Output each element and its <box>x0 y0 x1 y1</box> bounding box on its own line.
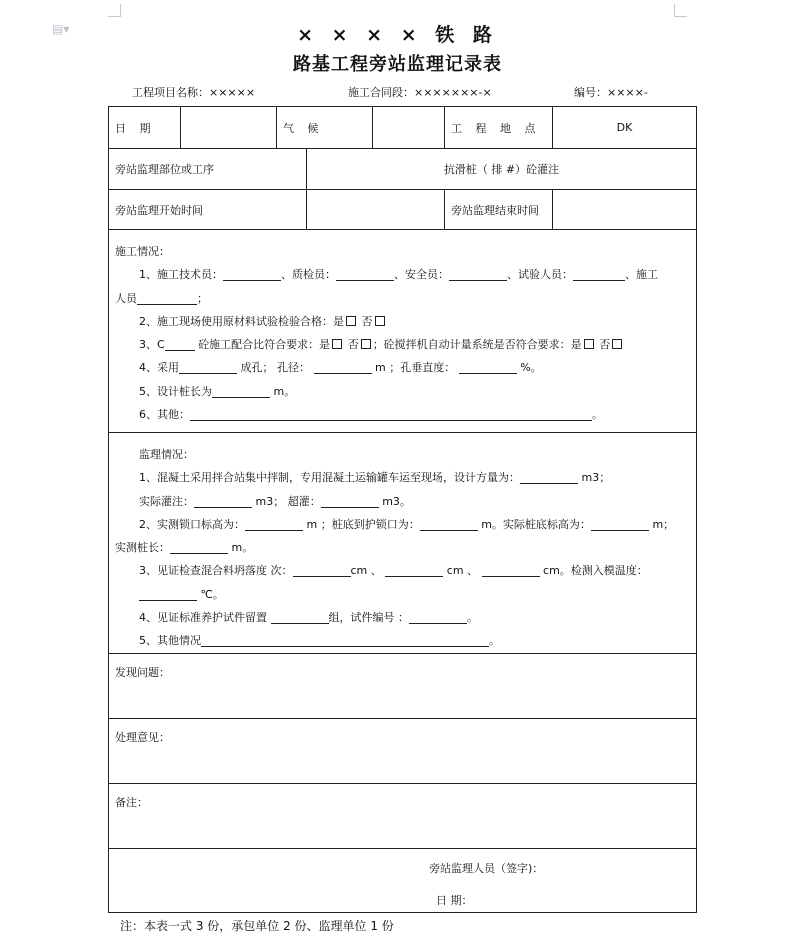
quality-inspector-field[interactable] <box>336 266 394 281</box>
signature-date-label: 日 期： <box>436 893 473 907</box>
signature-section[interactable] <box>109 848 697 912</box>
construction-line-6: 5、设计桩长为 m。 <box>139 384 296 398</box>
project-name: 工程项目名称：××××× <box>132 86 256 99</box>
safety-officer-field[interactable] <box>449 266 507 281</box>
supervision-other-field[interactable] <box>201 632 489 647</box>
design-pile-length-field[interactable] <box>212 383 270 398</box>
bottom-elevation-field[interactable] <box>591 516 649 531</box>
actual-pour-field[interactable] <box>194 493 252 508</box>
supervision-line-5: 3、见证检查混合料坍落度 次： cm 、 cm 、 cm。检测入模温度： <box>139 564 648 578</box>
construction-other-field[interactable] <box>190 406 592 421</box>
concrete-grade-field[interactable] <box>165 336 195 351</box>
design-volume-field[interactable] <box>520 469 578 484</box>
over-pour-field[interactable] <box>321 493 379 508</box>
material-pass-no-checkbox[interactable] <box>375 316 385 326</box>
supervision-line-6: ℃。 <box>115 583 690 606</box>
location-value[interactable]: DK <box>553 107 697 149</box>
issues-section[interactable] <box>109 653 697 718</box>
construction-line-3: 2、施工现场使用原材料试验检验合格：是 否 <box>115 310 690 333</box>
slump-1-field[interactable] <box>293 562 351 577</box>
supervision-line-3: 2、实测锁口标高为： m ；桩底到护锁口为： m。实际桩底标高为： m； <box>139 517 675 531</box>
mix-ratio-no-checkbox[interactable] <box>361 339 371 349</box>
opinion-label: 处理意见： <box>115 730 170 744</box>
supervision-record-table <box>108 106 697 913</box>
test-staff-field[interactable] <box>573 266 625 281</box>
verticality-field[interactable] <box>459 359 517 374</box>
end-time-value[interactable] <box>553 190 697 230</box>
construction-line-7: 6、其他： 。 <box>139 408 603 422</box>
issues-label: 发现问题： <box>115 665 170 679</box>
document-title-form: 路基工程旁站监理记录表 <box>293 54 502 75</box>
metering-yes-checkbox[interactable] <box>584 339 594 349</box>
construction-line-2: 人员 ； <box>115 291 208 305</box>
footnote: 注：本表一式 3 份，承包单位 2 份、监理单位 1 份 <box>120 919 394 933</box>
page-corner-mark-right <box>674 4 687 17</box>
bottom-to-lock-field[interactable] <box>420 516 478 531</box>
mix-ratio-yes-checkbox[interactable] <box>332 339 342 349</box>
serial-number: 编号：××××- <box>574 86 648 99</box>
opinion-section[interactable] <box>109 718 697 783</box>
remarks-label: 备注： <box>115 795 148 809</box>
mold-temperature-field[interactable] <box>139 586 197 601</box>
construction-staff-field[interactable] <box>137 290 197 305</box>
measured-pile-length-field[interactable] <box>170 539 228 554</box>
date-label: 日 期 <box>109 107 181 149</box>
weather-value[interactable] <box>373 107 445 149</box>
page-corner-mark-left <box>108 4 121 17</box>
supervision-line-2: 实际灌注： m3； 超灌： m3。 <box>139 494 411 508</box>
construction-line-1: 1、施工技术员： 、质检员： 、安全员： 、试验人员： 、施工 <box>139 268 658 282</box>
date-value[interactable] <box>181 107 277 149</box>
contract-section: 施工合同段：×××××××-× <box>348 86 492 99</box>
supervision-section <box>109 433 697 654</box>
start-time-label: 旁站监理开始时间 <box>109 190 307 230</box>
slump-2-field[interactable] <box>385 562 443 577</box>
end-time-label: 旁站监理结束时间 <box>445 190 553 230</box>
supervision-line-4: 实测桩长： m。 <box>115 541 254 555</box>
construction-line-5: 4、采用 成孔； 孔径： m ；孔垂直度： %。 <box>139 361 542 375</box>
construction-heading: 施工情况： <box>115 245 170 258</box>
supervisor-signature-label: 旁站监理人员（签字)： <box>429 861 544 875</box>
material-pass-yes-checkbox[interactable] <box>346 316 356 326</box>
remarks-section[interactable] <box>109 783 697 848</box>
construction-section <box>109 230 697 433</box>
location-label: 工 程 地 点 <box>445 107 553 149</box>
tech-staff-field[interactable] <box>223 266 281 281</box>
supervision-line-7: 4、见证标准养护试件留置 组，试件编号 ： 。 <box>139 611 478 625</box>
start-time-value[interactable] <box>307 190 445 230</box>
slump-3-field[interactable] <box>482 562 540 577</box>
supervision-line-8: 5、其他情况 。 <box>139 634 500 648</box>
supervised-part-value[interactable]: 抗滑桩（ 排 #）砼灌注 <box>307 149 697 190</box>
metering-no-checkbox[interactable] <box>612 339 622 349</box>
weather-label: 气 候 <box>277 107 373 149</box>
boring-method-field[interactable] <box>179 359 237 374</box>
specimen-group-field[interactable] <box>271 609 329 624</box>
supervision-heading: 监理情况： <box>139 448 194 461</box>
document-title-railway: × × × × 铁 路 <box>297 24 498 46</box>
supervision-line-1: 1、混凝土采用拌合站集中拌制，专用混凝土运输罐车运至现场，设计方量为： m3； <box>139 471 611 485</box>
document-icon[interactable]: ▤▾ <box>52 22 70 36</box>
supervised-part-label: 旁站监理部位或工序 <box>109 149 307 190</box>
lock-elevation-field[interactable] <box>245 516 303 531</box>
construction-line-4: 3、C 砼施工配合比符合要求：是 否 ；砼搅拌机自动计量系统是否符合要求：是 否 <box>115 333 690 356</box>
hole-diameter-field[interactable] <box>314 359 372 374</box>
specimen-number-field[interactable] <box>409 609 467 624</box>
